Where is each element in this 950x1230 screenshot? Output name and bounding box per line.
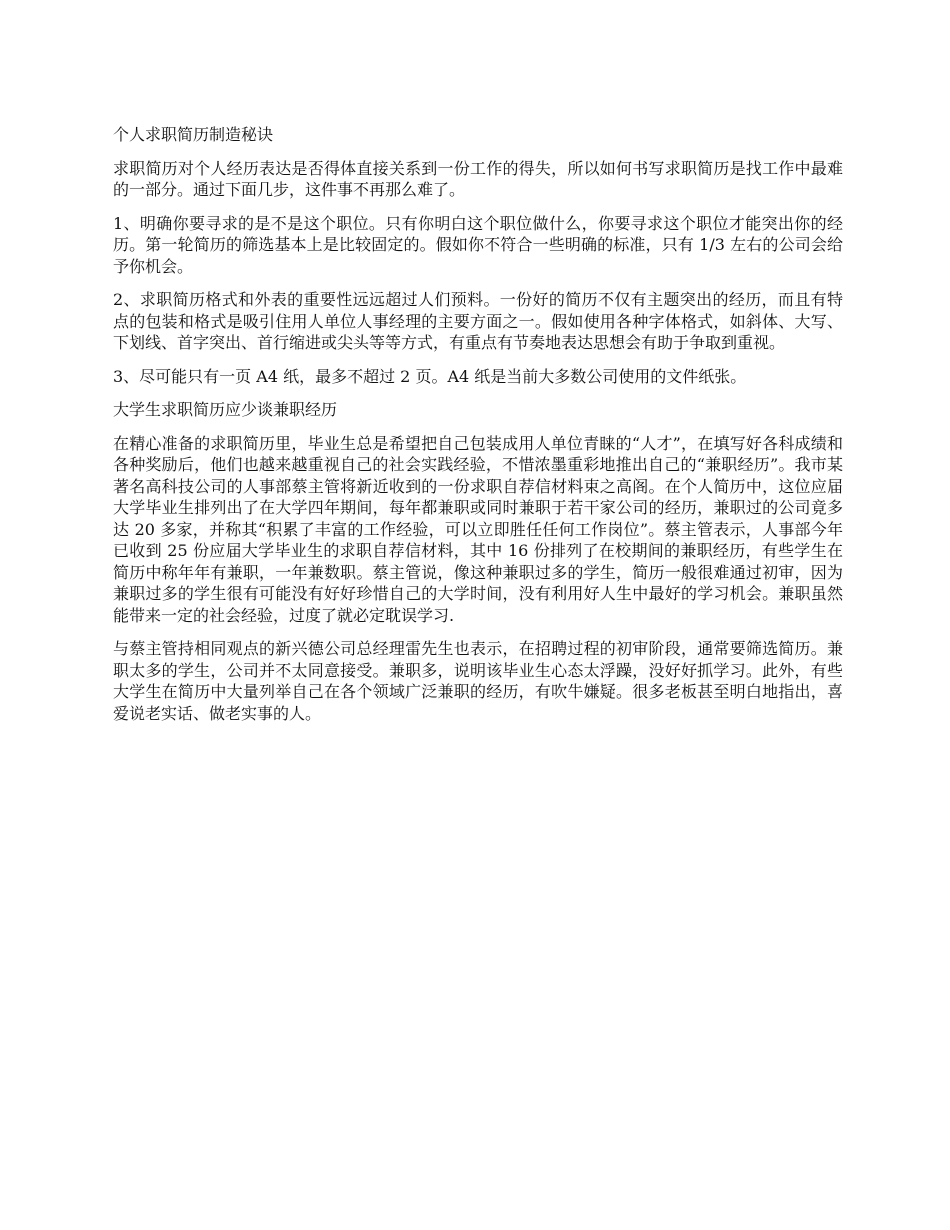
section-paragraph-2: 与蔡主管持相同观点的新兴德公司总经理雷先生也表示，在招聘过程的初审阶段，通常要筛选简历。兼职太多的学生，公司并不太同意接受。兼职多，说明该毕业生心态太浮躁，没好好抓学习。此外，有些大学生在简历中大量列举自己在各个领域广泛兼职的经历，有吹牛嫌疑。很多老板甚至明白地指出，喜爱说老实话、做老实事的人。 [113,639,843,723]
tip-paragraph-3: 3、尽可能只有一页 A4 纸，最多不超过 2 页。A4 纸是当前大多数公司使用的文件纸张。 [113,366,747,386]
tip-paragraph-1: 1、明确你要寻求的是不是这个职位。只有你明白这个职位做什么，你要寻求这个职位才能突出你的经历。第一轮简历的筛选基本上是比较固定的。假如你不符合一些明确的标准，只有 1/3 左右的公司会给予你机会。 [113,213,843,276]
section-title: 大学生求职简历应少谈兼职经历 [113,400,338,419]
intro-paragraph: 求职简历对个人经历表达是否得体直接关系到一份工作的得失，所以如何书写求职简历是找工作中最难的一部分。通过下面几步，这件事不再那么难了。 [113,158,843,199]
document-title: 个人求职简历制造秘诀 [113,125,274,144]
section-paragraph-1: 在精心准备的求职简历里，毕业生总是希望把自己包装成用人单位青睐的“人才”，在填写好各科成绩和各种奖励后，他们也越来越重视自己的社会实践经验，不惜浓墨重彩地推出自己的“兼职经历”。我市某著名高科技公司的人事部蔡主管将新近收到的一份求职自荐信材料束之高阁。在个人简历中，这位应届大学毕业生排列出了在大学四年期间，每年都兼职或同时兼职于若干家公司的经历，兼职过的公司竟多达 20 多家，并称其“积累了丰富的工作经验，可以立即胜任任何工作岗位”。蔡主管表示，人事部今年已收到 25 份应届大学毕业生的求职自荐信材料，其中 16 份排列了在校期间的兼职经历，有些学生在简历中称年年有兼职，一年兼数职。蔡主管说，像这种兼职过多的学生，简历一般很难通过初审，因为兼职过多的学生很有可能没有好好珍惜自己的大学时间，没有利用好人生中最好的学习机会。兼职虽然能带来一定的社会经验，过度了就必定耽误学习. [113,433,843,625]
document-page [113,124,843,736]
tip-paragraph-2: 2、求职简历格式和外表的重要性远远超过人们预料。一份好的简历不仅有主题突出的经历，而且有特点的包装和格式是吸引住用人单位人事经理的主要方面之一。假如使用各种字体格式，如斜体、大写、下划线、首字突出、首行缩进或尖头等等方式，有重点有节奏地表达思想会有助于争取到重视。 [113,290,843,352]
